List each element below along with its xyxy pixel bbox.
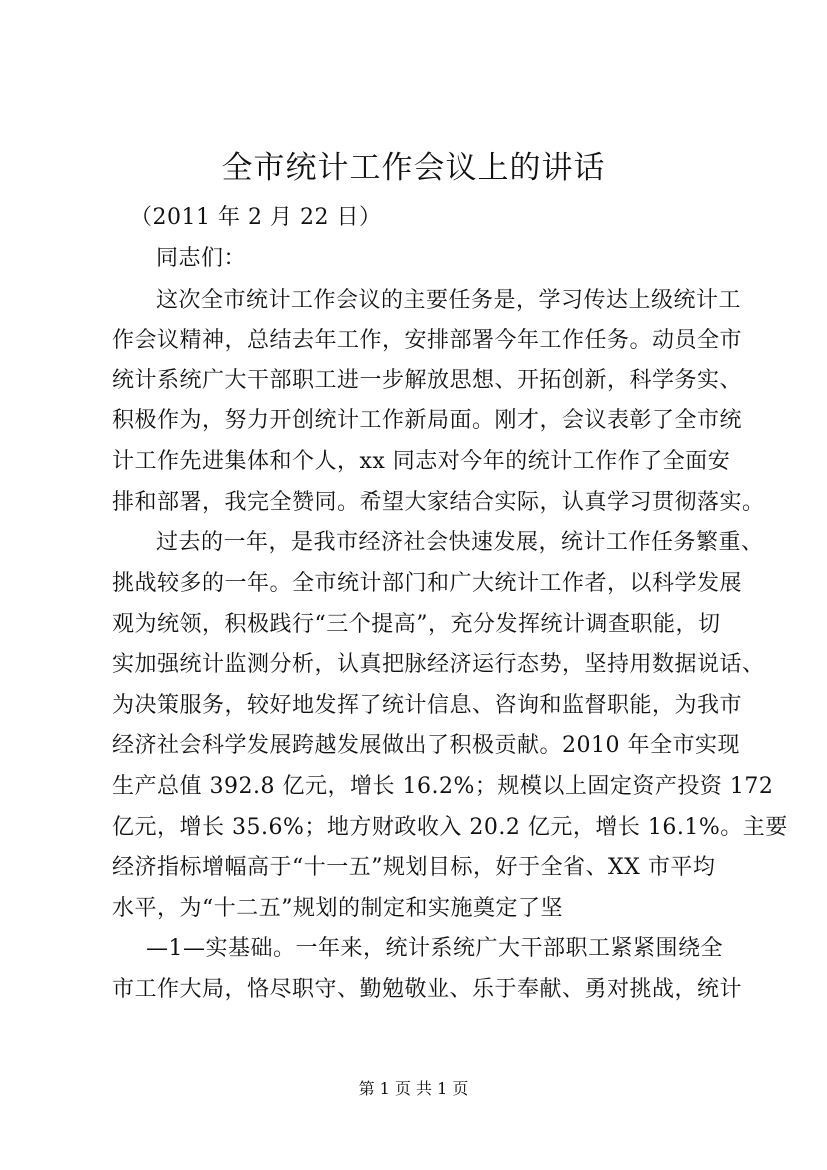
paragraph-line: 排和部署，我完全赞同。希望大家结合实际，认真学习贯彻落实。 (112, 490, 765, 515)
paragraph-line: 市工作大局，恪尽职守、勤勉敬业、乐于奉献、勇对挑战，统计 (112, 977, 743, 1002)
paragraph-line: 亿元，增长 35.6%；地方财政收入 20.2 亿元，增长 16.1%。主要 (112, 815, 788, 840)
paragraph-line: 经济社会科学发展跨越发展做出了积极贡献。2010 年全市实现 (112, 733, 740, 758)
page-number: 第 1 页 共 1 页 (358, 1079, 469, 1098)
paragraph-line: 过去的一年，是我市经济社会快速发展，统计工作任务繁重、 (156, 530, 764, 555)
paragraph-line: 这次全市统计工作会议的主要任务是，学习传达上级统计工 (156, 288, 742, 313)
paragraph-line: 水平，为“十二五”规划的制定和实施奠定了坚 (112, 896, 563, 921)
paragraph-line: 生产总值 392.8 亿元，增长 16.2%；规模以上固定资产投资 172 (112, 774, 774, 799)
paragraph-line: 实加强统计监测分析，认真把脉经济运行态势，坚持用数据说话、 (112, 652, 765, 677)
paragraph-line: 作会议精神，总结去年工作，安排部署今年工作任务。动员全市 (112, 328, 743, 353)
paragraph-line: 挑战较多的一年。全市统计部门和广大统计工作者，以科学发展 (112, 571, 743, 596)
document-title: 全市统计工作会议上的讲话 (221, 150, 606, 186)
salutation: 同志们： (156, 246, 247, 271)
paragraph-line: 为决策服务，较好地发挥了统计信息、咨询和监督职能，为我市 (112, 693, 743, 718)
speech-date: （2011 年 2 月 22 日） (130, 205, 382, 230)
paragraph-line: 观为统领，积极践行“三个提高”，充分发挥统计调查职能，切 (112, 612, 721, 637)
paragraph-line: 积极作为，努力开创统计工作新局面。刚才，会议表彰了全市统 (112, 408, 743, 433)
paragraph-line: 经济指标增幅高于“十一五”规划目标，好于全省、XX 市平均 (112, 855, 716, 880)
paragraph-line: 统计系统广大干部职工进一步解放思想、开拓创新，科学务实、 (112, 368, 743, 393)
paragraph-line: —1—实基础。一年来，统计系统广大干部职工紧紧围绕全 (146, 936, 723, 961)
paragraph-line: 计工作先进集体和个人，xx 同志对今年的统计工作作了全面安 (112, 449, 731, 474)
